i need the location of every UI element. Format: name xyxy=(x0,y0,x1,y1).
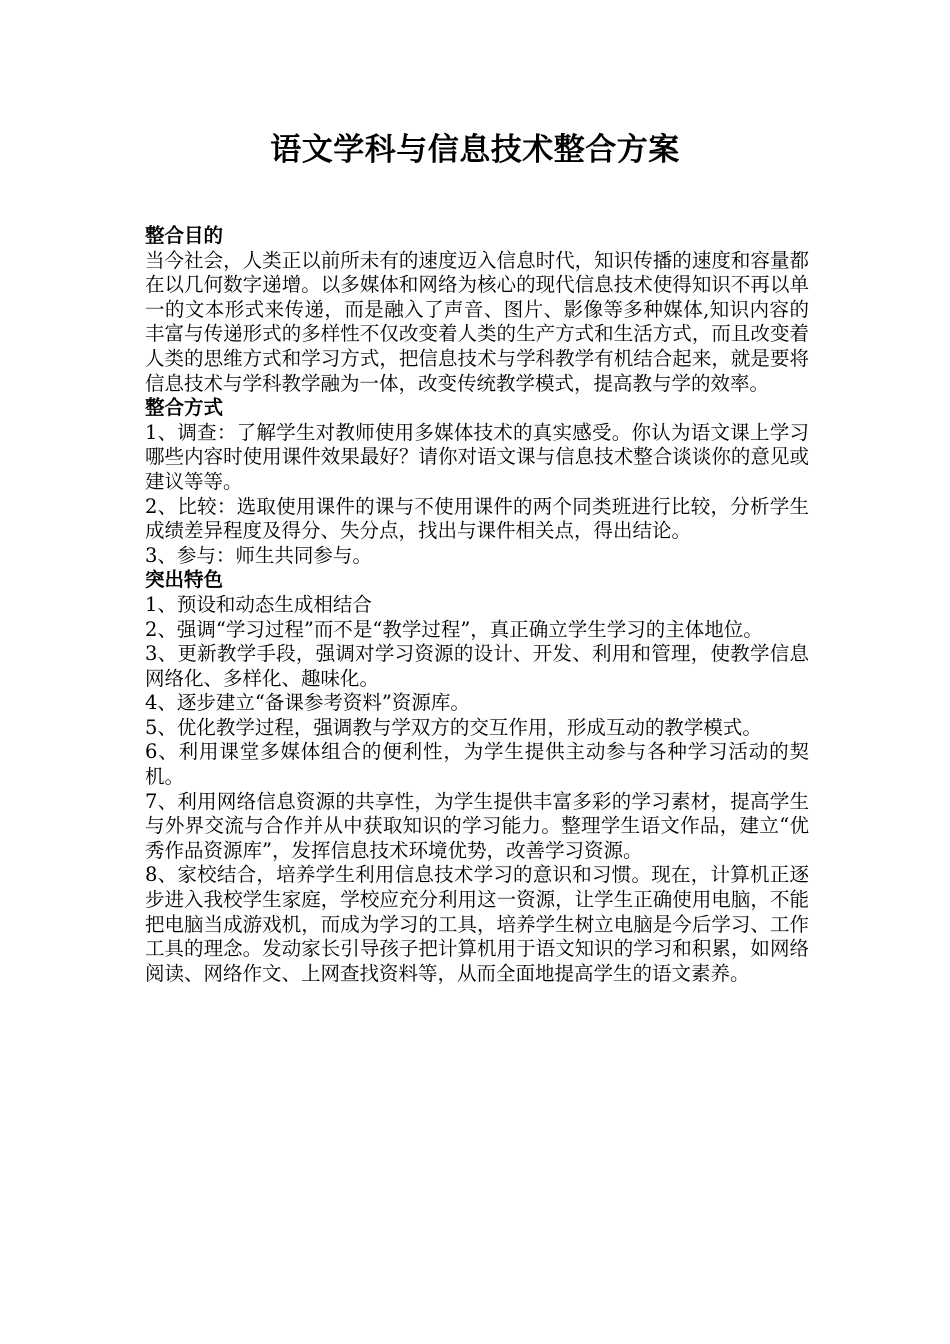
section-heading-methods: 整合方式 xyxy=(145,396,224,420)
section-heading-purpose: 整合目的 xyxy=(145,224,224,247)
body-paragraph: 当今社会，人类正以前所未有的速度迈入信息时代，知识传播的速度和容量都在以几何数字递增。以多媒体和网络为核心的现代信息技术使得知识不再以单一的文本形式来传递，而是融入了声音、图片、影像等多种媒体,知识内容的丰富与传递形式的多样性不仅改变着人类的生产方式和生活方式，而且改变着人类的思维方式和学习方式，把信息技术与学科教学有机结合起来，就是要将信息技术与学科教学融为一体，改变传统教学模式，提高教与学的效率。 xyxy=(145,248,809,395)
list-item: 5、优化教学过程，强调教与学双方的交互作用，形成互动的教学模式。 xyxy=(145,715,762,739)
list-item: 1、调查：了解学生对教师使用多媒体技术的真实感受。你认为语文课上学习哪些内容时使用课件效果最好？请你对语文课与信息技术整合谈谈你的意见或建议等等。 xyxy=(145,420,809,493)
list-item: 3、参与：师生共同参与。 xyxy=(145,543,372,567)
list-item: 6、利用课堂多媒体组合的便利性，为学生提供主动参与各种学习活动的契机。 xyxy=(145,740,809,789)
list-item: 2、比较：选取使用课件的课与不使用课件的两个同类班进行比较，分析学生成绩差异程度及得分、失分点，找出与课件相关点，得出结论。 xyxy=(145,494,809,543)
document-body xyxy=(145,224,809,986)
list-item: 8、家校结合，培养学生利用信息技术学习的意识和习惯。现在，计算机正逐步进入我校学生家庭，学校应充分利用这一资源，让学生正确使用电脑，不能把电脑当成游戏机，而成为学习的工具，培养学生树立电脑是今后学习、工作工具的理念。发动家长引导孩子把计算机用于语文知识的学习和积累，如网络阅读、网络作文、上网查找资料等，从而全面地提高学生的语文素养。 xyxy=(145,863,809,985)
document-title: 语文学科与信息技术整合方案 xyxy=(270,132,680,168)
list-item: 3、更新教学手段，强调对学习资源的设计、开发、利用和管理，使教学信息网络化、多样化、趣味化。 xyxy=(145,642,809,690)
list-item: 4、逐步建立“备课参考资料”资源库。 xyxy=(145,691,470,715)
section-heading-features: 突出特色 xyxy=(145,568,224,592)
list-item: 7、利用网络信息资源的共享性，为学生提供丰富多彩的学习素材，提高学生与外界交流与合作并从中获取知识的学习能力。整理学生语文作品，建立“优秀作品资源库”，发挥信息技术环境优势，改善学习资源。 xyxy=(145,789,809,862)
list-item: 2、强调“学习过程”而不是“教学过程”，真正确立学生学习的主体地位。 xyxy=(145,617,763,641)
list-item: 1、预设和动态生成相结合 xyxy=(145,592,372,616)
